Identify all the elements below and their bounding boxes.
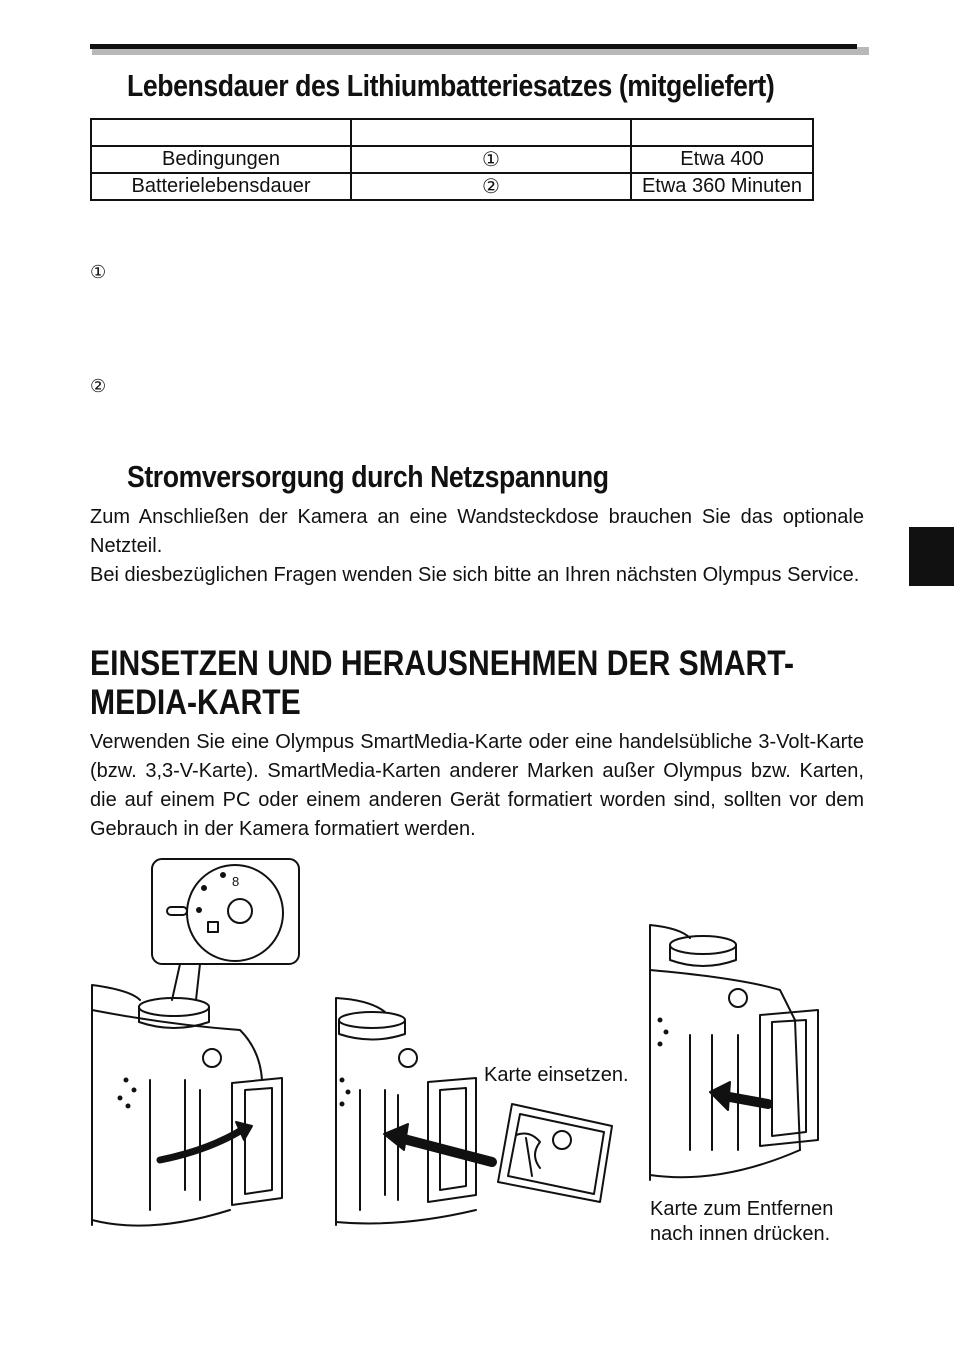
table-cell: Batterielebensdauer [91, 173, 351, 200]
note-marker-2: ② [90, 376, 107, 396]
table-cell: Bedingungen [91, 146, 351, 173]
chapter-tab [909, 527, 954, 586]
caption-remove-line1: Karte zum Entfernen [650, 1198, 834, 1220]
mains-section-title: Stromversorgung durch Netzspannung [127, 459, 609, 494]
card-section-title-line1: EINSETZEN UND HERAUSNEHMEN DER SMART- [90, 644, 795, 683]
table-row [91, 146, 813, 173]
table-cell: ① [351, 146, 631, 173]
header-rule [90, 44, 857, 49]
card-section-title-line2: MEDIA-KARTE [90, 683, 301, 722]
table-cell: Etwa 360 Minuten [631, 173, 813, 200]
camera-remove-card [650, 925, 818, 1180]
table-header-row [91, 119, 813, 146]
table-header-cell [91, 119, 351, 146]
camera-insert-card [336, 998, 476, 1225]
camera-open-door [92, 985, 282, 1226]
table-row [91, 173, 813, 200]
table-cell: Etwa 400 [631, 146, 813, 173]
svg-text:8: 8 [232, 874, 240, 889]
battery-life-table [90, 118, 814, 201]
table-cell: ② [351, 173, 631, 200]
caption-remove-line2: nach innen drücken. [650, 1223, 831, 1245]
mains-paragraph-2: Bei diesbezüglichen Fragen wenden Sie sich bitte an Ihren nächsten Olympus Service. [90, 564, 860, 586]
mains-paragraph-1: Zum Anschließen der Kamera an eine Wandsteckdose brauchen Sie das optionale Netzteil. [90, 506, 864, 557]
table-header-cell [631, 119, 813, 146]
table-header-cell [351, 119, 631, 146]
battery-section-title: Lebensdauer des Lithiumbatteriesatzes (mitgeliefert) [127, 68, 775, 103]
smartmedia-card-drawing [498, 1104, 612, 1202]
mode-dial-callout [152, 859, 299, 1000]
caption-insert: Karte einsetzen. [484, 1064, 629, 1086]
card-paragraph: Verwenden Sie eine Olympus SmartMedia-Karte oder eine handelsübliche 3-Volt-Karte (bzw. 3,3-V-Karte). SmartMedia-Karten anderer Marken außer Olympus bzw. Karten, die auf einem PC oder einem anderen Gerät formatiert worden sind, sollten vor dem Gebrauch in der Kamera formatiert werden. [90, 731, 864, 840]
note-marker-1: ① [90, 262, 107, 282]
